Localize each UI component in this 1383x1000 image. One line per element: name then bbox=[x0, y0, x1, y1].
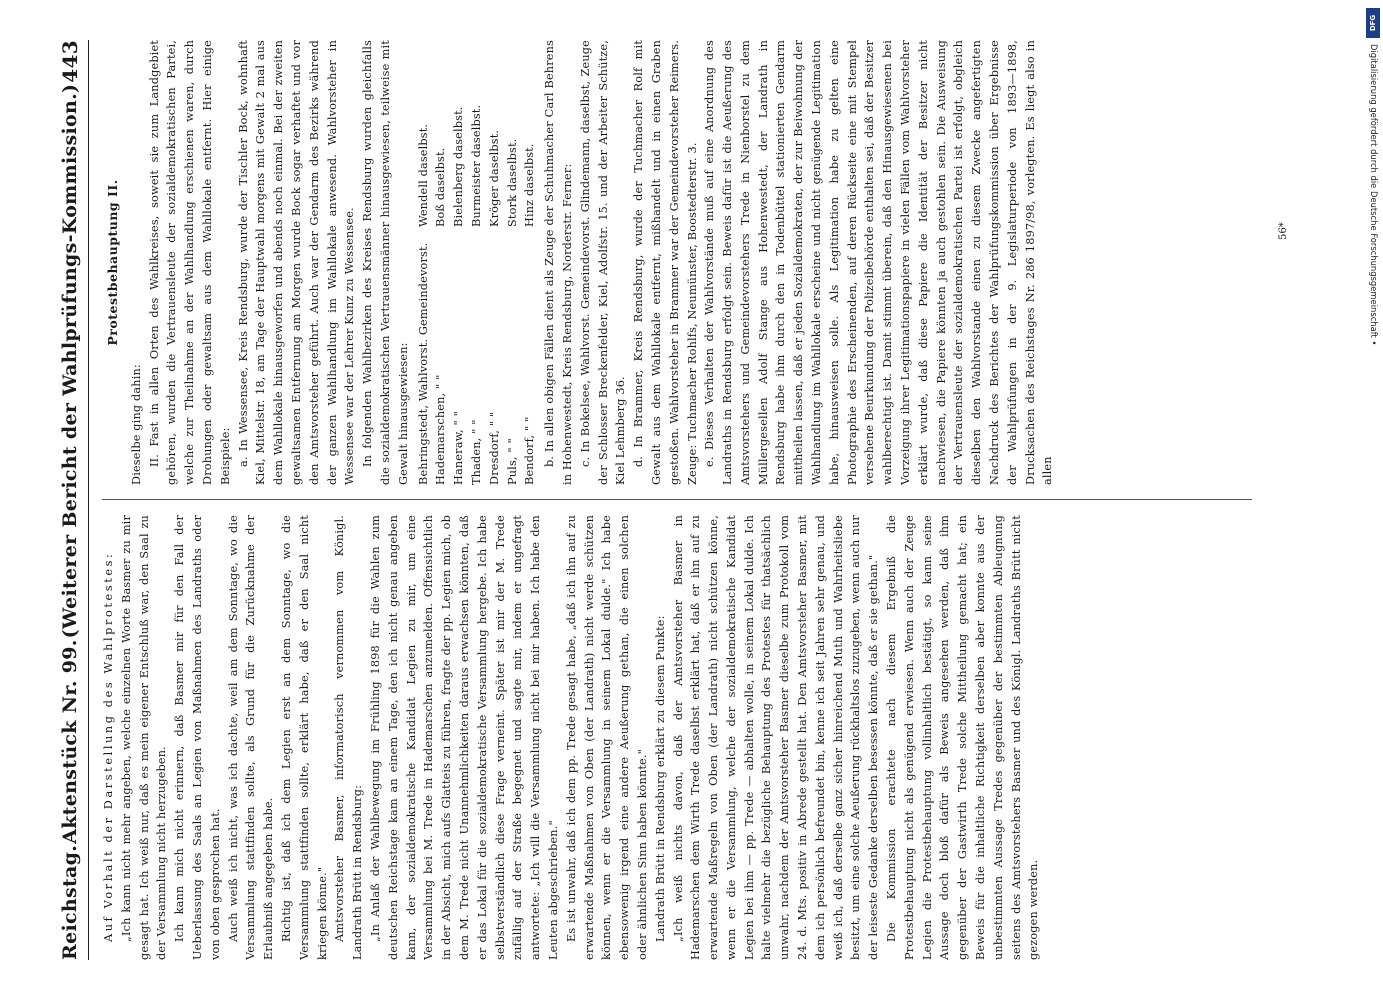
header-subtitle: (Weiterer Bericht der Wahlprüfungs-Kommission.) bbox=[59, 83, 81, 639]
paragraph: II. Fast in allen Orten des Wahlkreises, soweit sie zum Landgebiet gehören, wurden die Vertrauensleute der sozialdemokratischen Partei, welche zur Theilnahme an der Wahlhandlung erschienen waren, durch Drohungen oder gewaltsam aus dem Wahllokale entfernt. Hier einige Beispiele: bbox=[147, 40, 232, 485]
voter-place: Hademarschen, " " bbox=[434, 374, 448, 485]
header-reichstag: Reichstag. bbox=[59, 844, 81, 960]
page-header bbox=[52, 40, 89, 960]
paragraph: d. In Brammer, Kreis Rendsburg, wurde der Tuchmacher Rolf mit Gewalt aus dem Wahllokale entfernt, mißhandelt und in einen Graben gestoßen. Wahlvorsteher in Brammer war der Gemeindevorsteher Reimers. Zeuge: Tuchmacher Rohlfs, Neumünster, Boostedterstr. 3. bbox=[632, 40, 699, 485]
voter-person: Wendell daselbst. bbox=[416, 123, 430, 227]
column-divider bbox=[102, 499, 1252, 500]
paragraph: c. In Bokelsee, Wahlvorst. Gemeindevorst. Glindemann, daselbst, Zeuge der Schlosser Breckenfelder, Kiel, Adolfstr. 15. und der Arbeiter Schütze, Kiel Lehmberg 36. bbox=[578, 40, 628, 485]
voter-place: Thaden, " " bbox=[469, 419, 483, 485]
paragraph: Die Kommission erachtete nach diesem Ergebniß die Protestbehauptung nicht als genügend erwiesen. Wenn auch der Zeuge Legien die Protestbehauptung vollinhaltlich bestätigt, so kann seine Aussage doch bloß dafür als Beweis angesehen werden, daß ihm gegenüber der Gastwirth Trede solche Mittheilung gemacht hat; ein Beweis für die inhaltliche Richtigkeit derselben aber konnte aus der unbestimmten Aussage Tredes gegenüber der bestimmten Ableugnung seitens des Amtsvorstehers Basmer und des Königl. Landraths Brütt nicht gezogen werden. bbox=[885, 515, 1041, 960]
voter-list bbox=[415, 40, 540, 485]
digitization-credit: Digitalisierung gefördert durch die Deutsche Forschungsgemeinschaft • bbox=[1369, 44, 1379, 346]
voter-place: Puls, " " bbox=[505, 438, 519, 485]
paragraph: Landrath Brütt in Rendsburg erklärt zu diesem Punkte: bbox=[653, 615, 667, 942]
paragraph: Es ist unwahr, daß ich dem pp. Trede gesagt habe, „daß ich ihn auf zu erwartende Maßnahmen von Oben (der Landrath) nicht werde schützen können, wenn er die Versammlung in seinem Lokal dulde." Ich habe ebensowenig irgend eine andere Aeußerung gethan, die einen solchen oder ähnlichen Sinn haben könnte." bbox=[564, 515, 649, 960]
voter-place: Behringstedt, Wahlvorst. Gemeindevorst. bbox=[416, 242, 430, 485]
voter-place: Bendorf, " " bbox=[523, 416, 537, 485]
paragraph: „In Anlaß der Wahlbewegung im Frühling 1898 für die Wahlen zum deutschen Reichstage kam an einem Tage, den ich nicht genau angeben kann, der sozialdemokratische Kandidat Legien zu mir, um eine Versammlung bei M. Trede in Hademarschen anzumelden. Offensichtlich in der Absicht, mich aufs Glatteis zu führen, fragte der pp. Legien mich, ob dem M. Trede nicht Unannehmlichkeiten daraus erwachsen könnten, daß er das Lokal für die sozialdemokratische Versammlung hergebe. Ich habe selbstverständlich diese Frage verneint. Später ist mir der M. Trede zufällig auf der Straße begegnet und sagte mir, indem er ungefragt antwortete: „Ich will die Versammlung nicht bei mir haben. Ich habe den Leuten abgeschrieben." bbox=[368, 515, 560, 960]
header-title: Aktenstück Nr. 99. bbox=[59, 639, 81, 844]
paragraph: e. Dieses Verhalten der Wahlvorstände muß auf eine Anordnung des Landraths in Rendsburg erfolgt sein. Beweis dafür ist die Aeußerung des Amtsvorstehers und Gemeindevorstehers Trede in Nienborstel zu dem Müllergesellen Adolf Stange aus Hohenwestedt, der Landrath in Rendsburg habe ihm durch den in Todenbüttel stationierten Gendarm mittheilen lassen, daß er jeden Sozialdemokraten, der zur Beiwohnung der Wahlhandlung im Wahllokale erscheine und nicht genügende Legitimation habe, hinausweisen solle. Als Legitimation habe zu gelten eine Photographie des Erscheinenden, auf deren Rückseite eine mit Stempel versehene Beurkundung der Polizeibehörde enthalten sei, daß der Besitzer wahlberechtigt ist. Damit stimmt überein, daß den Hinausgewiesenen bei Vorzeigung ihrer Legitimationspapiere in vielen Fällen vom Wahlvorsteher erklärt wurde, daß diese Papiere die Identität der Besitzer nicht nachwiesen, die Papiere könnten ja auch gestohlen sein. Die Ausweisung der Vertrauensleute der sozialdemokratischen Partei ist erfolgt, obgleich dieselben den Wahlvorstande einen zu diesem Zwecke angefertigten Nachdruck des Berichtes der Wahlprüfungskommission über Ergebnisse der Wahlprüfungen in der 9. Legislaturperiode von 1893—1898, Drucksachen des Reichstages Nr. 286 1897/98, vorlegten. Es liegt also in allen bbox=[703, 40, 1055, 485]
left-column bbox=[100, 515, 1310, 960]
paragraph: „Ich kann nicht mehr angeben, welche einzelnen Worte Basmer zu mir gesagt hat. Ich weiß nur, daß es mein eigener Entschluß war, den Saal zu der Versammlung nicht herzugeben. bbox=[119, 515, 169, 960]
voter-place: Haneraw, " " bbox=[452, 411, 466, 485]
digitization-sidebar bbox=[1361, 0, 1383, 1000]
right-column bbox=[100, 40, 1310, 485]
paragraph: a. In Wessensee, Kreis Rendsburg, wurde der Tischler Bock, wohnhaft Kiel, Mittelstr. 18, am Tage der Hauptwahl morgens mit Gewalt 2 mal aus dem Wahllokale hinausgeworfen und abends noch einmal. Bei der zweiten gewaltsamen Entfernung am Morgen wurde Bock sogar verhaftet und vor den Amtsvorsteher geführt. Auch war der Gendarm des Bezirks während der ganzen Wahlhandlung im Wahllokale anwesend. Wahlvorsteher in Wessensee war der Lehrer Kunz zu Wessensee. bbox=[236, 40, 357, 485]
paragraph: Amtsvorsteher Basmer, informatorisch vernommen vom Königl. Landrath Brütt in Rendsburg: bbox=[333, 515, 365, 960]
voter-place: Dresdorf, " " bbox=[487, 411, 501, 485]
voter-person: Bielenberg daselbst. bbox=[452, 106, 466, 227]
signature-mark: 56* bbox=[1278, 222, 1289, 240]
paragraph: Ich kann mich nicht erinnern, daß Basmer mir für den Fall der Ueberlassung des Saals an Legien von Maßnahmen des Landraths oder von oben gesprochen hat. bbox=[173, 515, 222, 960]
paragraph: b. In allen obigen Fällen dient als Zeuge der Schuhmacher Carl Behrens in Hohenwestedt, Kreis Rendsburg, Norderstr. Ferner: bbox=[543, 40, 574, 485]
paragraph: Auch weiß ich nicht, was ich dachte, weil am dem Sonntage, wo die Versammlung stattfinden sollte, als Grund für die Zurücknahme der Erlaubniß angegeben habe. bbox=[226, 515, 276, 960]
paragraph: In folgenden Wahlbezirken des Kreises Rendsburg wurden gleichfalls die sozialdemokratischen Vertrauensmänner hinausgewiesen, teilweise mit Gewalt hinausgewiesen: bbox=[361, 40, 410, 485]
paragraph: Auf Vorhalt der Darstellung des Wahlprotestes: bbox=[102, 551, 115, 942]
section-heading: Protestbehauptung II. bbox=[105, 179, 120, 346]
paragraph: Dieselbe ging dahin: bbox=[129, 364, 143, 485]
voter-person: Kröger daselbst. bbox=[487, 129, 501, 227]
voter-person: Burmeister daselbst. bbox=[469, 104, 483, 227]
dfg-logo-icon: DFG bbox=[1366, 8, 1380, 38]
page-number: 443 bbox=[58, 40, 82, 83]
voter-person: Boß daselbst. bbox=[434, 147, 448, 227]
voter-person: Hinz daselbst. bbox=[523, 143, 537, 227]
voter-person: Stork daselbst. bbox=[505, 138, 519, 227]
paragraph: „Ich weiß nichts davon, daß der Amtsvorsteher Basmer in Hademarschen dem Wirth Trede daselbst erklärt hat, daß er ihn auf zu erwartende Maßregeln von Oben (der Landrath) nicht schützen könne, wenn er die Versammlung, welche der sozialdemokratische Kandidat Legien bei ihm — pp. Trede — abhalten wolle, in seinem Lokal dulde. Ich halte vielmehr die bezügliche Behauptung des Protestes für thatsächlich unwahr, nachdem der Amtsvorsteher Basmer dieselbe zum Protokoll vom 24. d. Mts. positiv in Abrede gestellt hat. Den Amtsvorsteher Basmer, mit dem ich persönlich befreundet bin, kenne ich seit Jahren sehr genau, und weiß ich, daß derselbe ganz sicher hinreichend Muth und Wahrheitsliebe besitzt, um eine solche Aeußerung rückhaltslos zuzugeben, wenn auch nur der leiseste Gedanke derselben besessen könnte, daß er sie gethan." bbox=[671, 515, 881, 960]
paragraph: Richtig ist, daß ich dem Legien erst an dem Sonntage, wo die Versammlung stattfinden sollte, erklärt habe, daß er den Saal nicht kriegen könne." bbox=[279, 515, 329, 960]
